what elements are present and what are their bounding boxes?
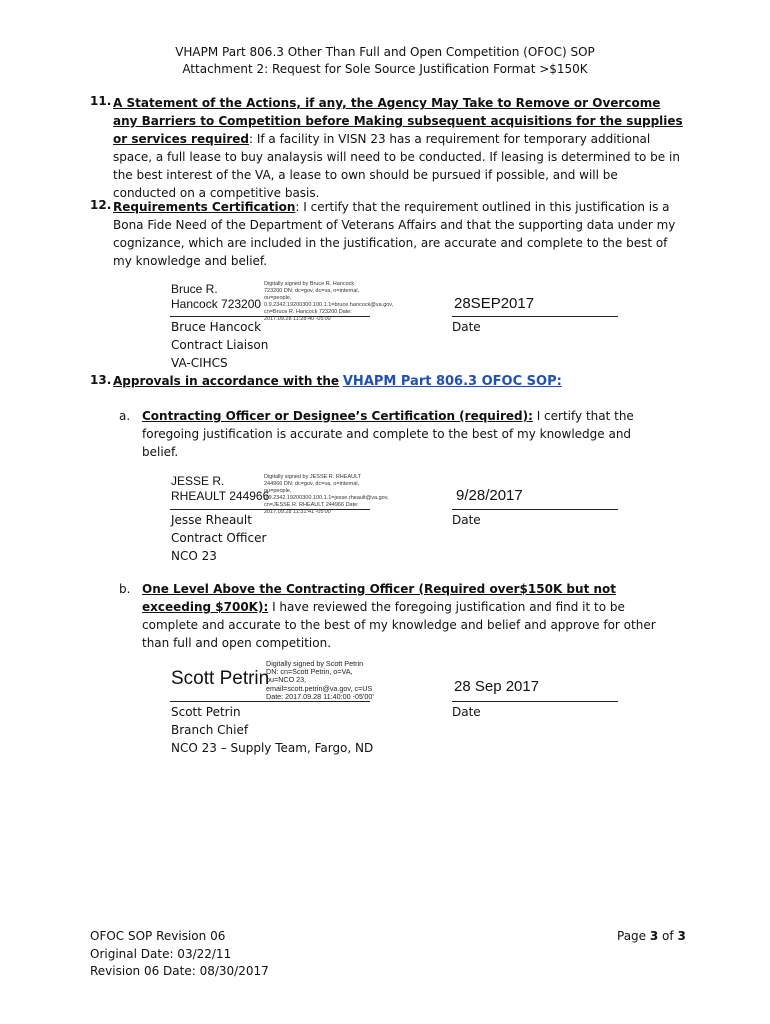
signature-name-line-1: JESSE R. (171, 474, 225, 488)
section-11-number: 11. (90, 94, 112, 108)
item-b-letter: b. (119, 582, 131, 596)
digital-signature-stamp: Digitally signed by Bruce R. Hancock 723200 DN: dc=gov, dc=va, o=internal, ou=people, 0.9.2342.19200300.100.1.1=bruce.hancock@va.gov, cn=Bruce R. Hancock 723200 Date: 2017.09.28 11:28:40 -05'00' (264, 281, 394, 322)
signature-name-line-2: RHEAULT 244966 (171, 489, 270, 503)
item-a-heading: Contracting Officer or Designee’s Certification (required): (142, 409, 533, 423)
signature-line (170, 701, 370, 702)
signer-name: Bruce Hancock (171, 320, 262, 334)
date-label: Date (452, 705, 481, 719)
section-11-heading: A Statement of the Actions, if any, the Agency May Take to Remove or Overcome any Barriers to Competition before Making subsequent acquisitions for the supplies or services required (113, 96, 683, 146)
digital-signature-stamp: Digitally signed by JESSE R. RHEAULT 244966 DN: dc=gov, dc=va, o=internal, ou=people, 0.9.2342.19200300.100.1.1=jesse.rheault@va.gov, cn=JESSE R. RHEAULT 244966 Date: 2017.09.28 11:31:41 -05'00' (264, 474, 389, 515)
signature-date-value: 28 Sep 2017 (454, 678, 540, 695)
signature-name-line-1: Bruce R. (171, 282, 218, 296)
date-label: Date (452, 320, 481, 334)
item-b-paragraph (142, 580, 682, 652)
item-b-heading: One Level Above the Contracting Officer (Required over$150K but not exceeding $700K): (142, 582, 617, 614)
signer-org: NCO 23 (171, 549, 217, 563)
section-12-text: : I certify that the requirement outlined in this justification is a Bona Fide Need of the Department of Veterans Affairs and that the supporting data under my cognizance, which are included in the justification, are accurate and complete to the best of my knowledge and belief. (113, 200, 676, 268)
section-11-paragraph (113, 94, 683, 202)
digital-signature-line-2: DN: cn=Scott Petrin, o=VA, (266, 667, 353, 677)
date-label: Date (452, 513, 481, 527)
header-line-2: Attachment 2: Request for Sole Source Justification Format >$150K (182, 62, 588, 76)
signature-name-line-2: Hancock 723200 (171, 297, 262, 311)
footer-revision: OFOC SOP Revision 06 (90, 929, 226, 943)
section-13-number: 13. (90, 373, 112, 387)
signature-date-value: 28SEP2017 (454, 295, 535, 312)
signature-line (170, 509, 370, 510)
page-prefix: Page (617, 929, 650, 943)
page-total: 3 (677, 929, 686, 943)
signer-name: Scott Petrin (171, 705, 241, 719)
signature-line (170, 316, 370, 317)
digital-signature-stamp (266, 660, 386, 701)
signer-title: Branch Chief (171, 723, 249, 737)
item-b-text: I have reviewed the foregoing justification and find it to be complete and accurate to the best of my knowledge and belief and approve for other than full and open competition. (142, 600, 656, 650)
signature-name: Scott Petrin (171, 668, 270, 689)
item-a-paragraph (142, 407, 642, 461)
section-12-paragraph (113, 198, 683, 270)
signer-name: Jesse Rheault (171, 513, 252, 527)
section-13-heading-row (113, 372, 562, 391)
ofoc-sop-link[interactable]: VHAPM Part 806.3 OFOC SOP: (342, 374, 562, 389)
page-current: 3 (649, 929, 659, 943)
date-line (452, 701, 618, 702)
section-11-text: : If a facility in VISN 23 has a requirement for temporary additional space, a full lease to buy analaysis will need to be conducted. If leasing is determined to be in the best interest of the VA, a lease to own should be pursued if possible, and will be conducted on a competitive basis. (113, 132, 680, 200)
page-mid: of (658, 929, 678, 943)
digital-signature-line-3: ou=NCO 23, (266, 675, 307, 685)
section-12-number: 12. (90, 198, 112, 212)
signer-org: VA-CIHCS (171, 356, 228, 370)
page-number (617, 927, 686, 945)
date-line (452, 509, 618, 510)
section-13-heading: Approvals in accordance with the (113, 374, 340, 388)
signer-title: Contract Liaison (171, 338, 269, 352)
signature-date-value: 9/28/2017 (456, 487, 523, 504)
digital-signature-line-5: Date: 2017.09.28 11:40:00 -05'00' (266, 691, 374, 701)
header-line-1: VHAPM Part 806.3 Other Than Full and Open Competition (OFOC) SOP (175, 45, 595, 59)
footer-original-date: Original Date: 03/22/11 (90, 947, 232, 961)
digital-signature-line-4: email=scott.petrin@va.gov, c=US (266, 683, 373, 693)
item-a-text: I certify that the foregoing justification is accurate and complete to the best of my knowledge and belief. (142, 409, 634, 459)
digital-signature-line-1: Digitally signed by Scott Petrin (266, 659, 364, 668)
date-line (452, 316, 618, 317)
section-12-heading: Requirements Certification (113, 200, 296, 214)
signer-org: NCO 23 – Supply Team, Fargo, ND (171, 741, 374, 755)
signer-title: Contract Officer (171, 531, 267, 545)
footer-revision-date: Revision 06 Date: 08/30/2017 (90, 964, 269, 978)
item-a-letter: a. (119, 409, 131, 423)
